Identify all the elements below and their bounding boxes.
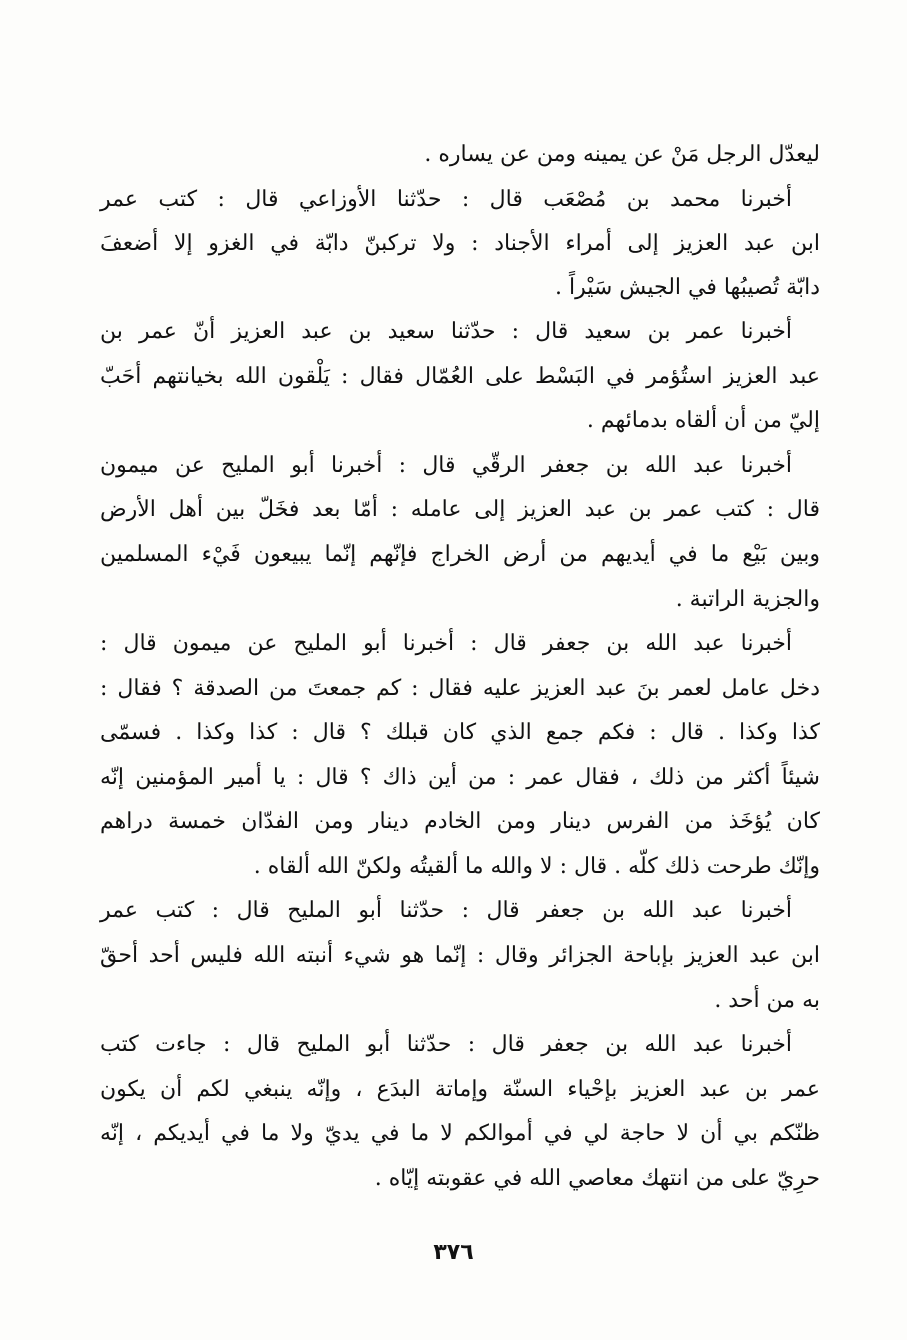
text-line: إليّ من أن ألقاه بدمائهم . [586,408,820,433]
text-line: عمر بن عبد العزيز بإحْياء السنّة وإماتة البدَع ، وإنّه ينبغي لكم أن يكون [100,1077,820,1102]
text-line: كان يُؤخَذ من الفرس دينار ومن الخادم دينار ومن الفدّان خمسة دراهم [100,809,820,834]
text-line: أخبرنا عبد الله بن جعفر قال : أخبرنا أبو المليح عن ميمون قال : [100,631,792,656]
text-line: كذا وكذا . قال : فكم جمع الذي كان قبلك ؟ قال : كذا وكذا . فسمّى [100,720,820,745]
text-line: دابّة تُصيبُها في الجيش سَيْراً . [555,275,820,300]
text-line: به من أحد . [714,988,820,1013]
text-line: ابن عبد العزيز إلى أمراء الأجناد : ولا تركبنّ دابّة في الغزو إلا أضعفَ [100,231,820,256]
text-line: وبين بَيْع ما في أيديهم من أرض الخراج فإنّهم إنّما يبيعون فَيْء المسلمين [100,542,820,567]
page-number: ٣٧٦ [433,1240,474,1265]
text-line: أخبرنا عبد الله بن جعفر قال : حدّثنا أبو المليح قال : جاءت كتب [100,1032,792,1057]
text-line: أخبرنا عبد الله بن جعفر الرقّي قال : أخبرنا أبو المليح عن ميمون [100,453,792,478]
text-line: حرِيّ على من انتهك معاصي الله في عقوبته إيّاه . [374,1166,820,1191]
text-line: دخل عامل لعمر بنَ عبد العزيز عليه فقال : كم جمعتَ من الصدقة ؟ فقال : [100,676,820,701]
text-line: وإنّك طرحت ذلك كلّه . قال : لا والله ما ألقيتُه ولكنّ الله ألقاه . [253,854,820,879]
text-line: أخبرنا عمر بن سعيد قال : حدّثنا سعيد بن عبد العزيز أنّ عمر بن [100,319,792,344]
text-line: ابن عبد العزيز بإباحة الجزائر وقال : إنّما هو شيء أنبته الله فليس أحد أحقّ [100,943,820,968]
text-line: عبد العزيز استُؤمر في البَسْط على العُمّال فقال : يَلْقون الله بخيانتهم أحَبّ [100,364,820,389]
text-line: شيئاً أكثر من ذلك ، فقال عمر : من أين ذاك ؟ قال : يا أمير المؤمنين إنّه [100,765,820,790]
text-line: أخبرنا عبد الله بن جعفر قال : حدّثنا أبو المليح قال : كتب عمر [100,898,792,923]
text-line: والجزية الراتبة . [675,587,820,612]
text-line: ليعدّل الرجل مَنْ عن يمينه ومن عن يساره . [424,142,820,167]
text-line: ظنّكم بي أن لا حاجة لي في أموالكم لا ما في يديّ ولا ما في أيديكم ، إنّه [100,1121,820,1146]
text-line: أخبرنا محمد بن مُصْعَب قال : حدّثنا الأوزاعي قال : كتب عمر [100,187,792,212]
text-line: قال : كتب عمر بن عبد العزيز إلى عامله : أمّا بعد فخَلّ بين أهل الأرض [100,497,820,522]
